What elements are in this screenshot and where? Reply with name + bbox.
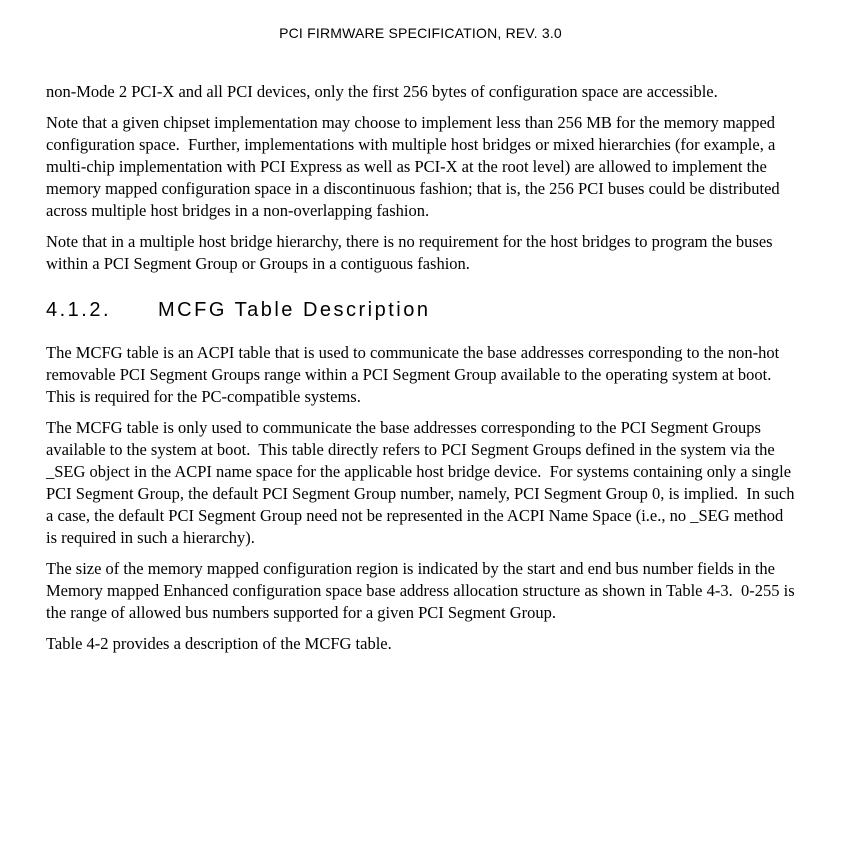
section-heading	[46, 298, 798, 322]
paragraph-section-2: The MCFG table is only used to communicate the base addresses corresponding to the PCI Segment Groups available to the system at boot. This table directly refers to PCI Segment Groups defined in the system via the _SEG object in the ACPI name space for the applicable host bridge device. For systems containing only a single PCI Segment Group, the default PCI Segment Group number, namely, PCI Segment Group 0, is implied. In such a case, the default PCI Segment Group need not be represented in the ACPI Name Space (i.e., no _SEG method is required in such a hierarchy).	[46, 418, 799, 547]
section-title: MCFG Table Description	[158, 299, 431, 321]
document-body	[46, 81, 798, 664]
section-number: 4.1.2.	[46, 299, 112, 321]
paragraph-intro-2: Note that a given chipset implementation may choose to implement less than 256 MB for the memory mapped configuration space. Further, implementations with multiple host bridges or mixed hierarchies (for example, a multi-chip implementation with PCI Express as well as PCI-X at the root level) are allowed to implement the memory mapped configuration space in a discontinuous fashion; that is, the 256 PCI buses could be distributed across multiple host bridges in a non-overlapping fashion.	[46, 113, 784, 220]
paragraph-section-3: The size of the memory mapped configuration region is indicated by the start and end bus number fields in the Memory mapped Enhanced configuration space base address allocation structure as shown in Table 4-3. 0-255 is the range of allowed bus numbers supported for a given PCI Segment Group.	[46, 559, 799, 622]
paragraph-section-1: The MCFG table is an ACPI table that is used to communicate the base addresses corresponding to the non-hot removable PCI Segment Groups range within a PCI Segment Group available to the operating system at boot. This is required for the PC-compatible systems.	[46, 343, 784, 406]
paragraph-intro-1: non-Mode 2 PCI-X and all PCI devices, only the first 256 bytes of configuration space are accessible.	[46, 82, 718, 101]
paragraph-intro-3: Note that in a multiple host bridge hierarchy, there is no requirement for the host bridges to program the buses within a PCI Segment Group or Groups in a contiguous fashion.	[46, 232, 777, 273]
running-header: PCI FIRMWARE SPECIFICATION, REV. 3.0	[279, 25, 562, 41]
paragraph-section-4: Table 4-2 provides a description of the MCFG table.	[46, 634, 392, 653]
